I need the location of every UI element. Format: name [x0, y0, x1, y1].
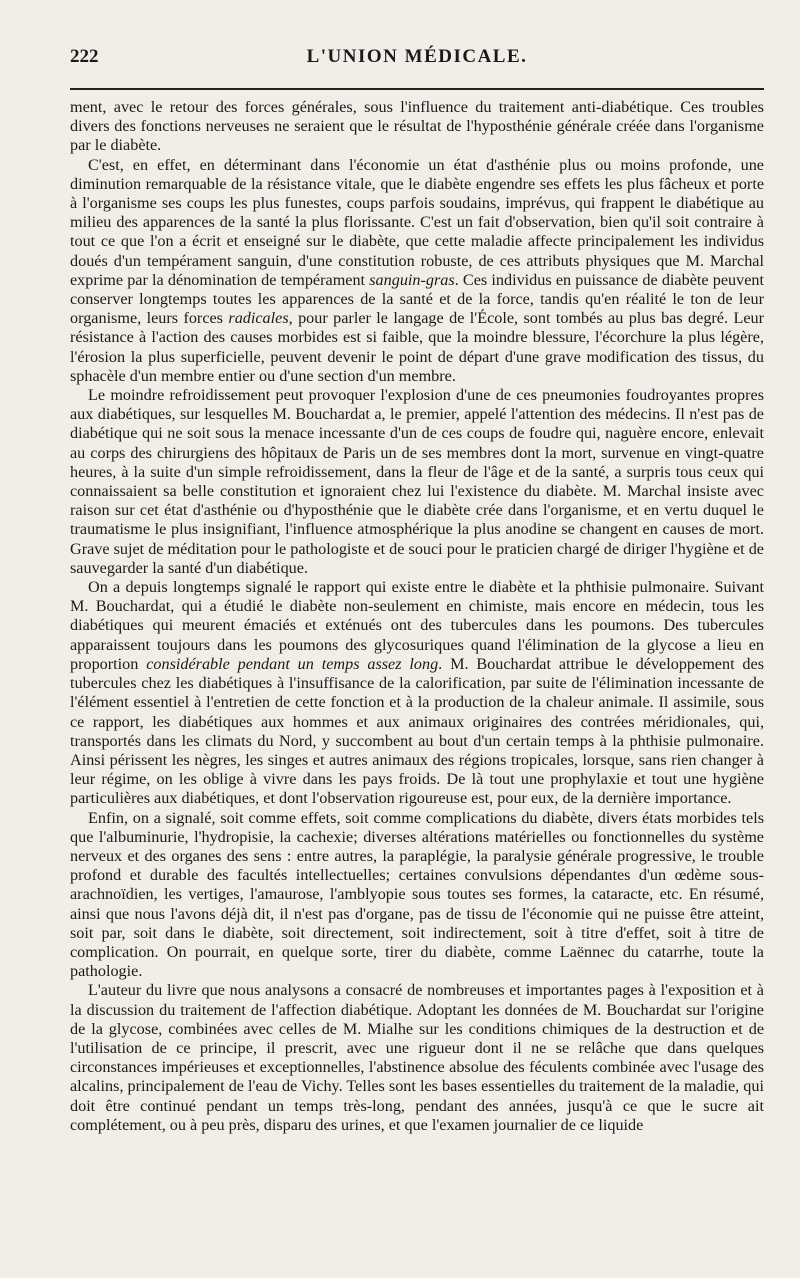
- article-body: [70, 98, 764, 1135]
- page-header: [70, 40, 764, 78]
- text-run: , pour parler le langage de l'École, sont tombés au plus bas degré. Leur résistance à l'action des causes morbides est si faible, que la moindre blessure, l'écorchure la plus légère, l'érosion la plus superficielle, peuvent devenir le point de départ d'une grave modification des tissus, du sphacèle d'un membre entier ou d'une section d'un membre.: [70, 309, 764, 385]
- paragraph: [70, 809, 764, 982]
- paragraph: [70, 981, 764, 1135]
- italic-term: sanguin-gras: [369, 270, 455, 289]
- text-run: C'est, en effet, en déterminant dans l'économie un état d'asthénie plus ou moins profonde, une diminution remarquable de la résistance vitale, que le diabète engendre ses effets les plus fâcheux et porte à l'organisme ses coups les plus funestes, coups parfois soudains, imprévus, qui frappent le diabétique au milieu des apparences de la santé la plus florissante. C'est un fait d'observation, bien qu'il soit contraire à tout ce que l'on a écrit et enseigné sur le diabète, que cette maladie affecte principalement les individus doués d'un tempérament sanguin, d'une constitution robuste, de ces attributs physiques que M. Marchal exprime par la dénomination de tempérament: [70, 155, 764, 289]
- paragraph: [70, 98, 764, 156]
- italic-term: considérable pendant un temps assez long: [146, 654, 439, 673]
- running-title: L'UNION MÉDICALE.: [306, 46, 528, 67]
- italic-term: radicales: [228, 309, 289, 328]
- paragraph: [70, 578, 764, 808]
- page-number: 222: [70, 46, 99, 67]
- text-run: ment, avec le retour des forces générales, sous l'influence du traitement anti-diabétique. Ces troubles divers des fonctions nerveuses ne seraient que le résultat de l'hyposthénie générale créée dans l'organisme par le diabète.: [70, 98, 764, 155]
- paragraph: [70, 156, 764, 386]
- text-run: On a depuis longtemps signalé le rapport qui existe entre le diabète et la phthisie pulmonaire. Suivant M. Bouchardat, qui a étudié le diabète non-seulement en chimiste, mais encore en médecin, tous les diabétiques qui meurent émaciés et exténués ont des tubercules dans les poumons. Des tubercules apparaissent toujours dans les poumons des glycosuriques quand l'élimination de la glycose a lieu en proportion: [70, 578, 764, 673]
- text-run: . M. Bouchardat attribue le développement des tubercules chez les diabétiques à l'insuffisance de la calorification, par suite de l'élimination incessante de l'élément essentiel à l'entretien de cette fonction et à la production de la chaleur animale. Il assimile, sous ce rapport, les diabétiques aux hommes et aux animaux originaires des contrées méridionales, qui, transportés dans les climats du Nord, y succombent au bout d'un certain temps à la phthisie pulmonaire. Ainsi périssent les nègres, les singes et autres animaux des régions tropicales, lorsque, sans rien changer à leur régime, on les oblige à vivre dans les pays froids. De là tout une prophylaxie et tout une hygiène particulières aux diabétiques, et dont l'observation rigoureuse est, pour eux, de la dernière importance.: [70, 654, 764, 808]
- text-run: Enfin, on a signalé, soit comme effets, soit comme complications du diabète, divers états morbides tels que l'albuminurie, l'hydropisie, la cachexie; diverses altérations matérielles ou fonctionnelles du système nerveux et des organes des sens : entre autres, la paraplégie, la paralysie générale progressive, le trouble profond et durable des facultés intellectuelles; certaines convulsions dépendantes d'un œdème sous-arachnoïdien, les vertiges, l'amaurose, l'amblyopie sous toutes ses formes, la cataracte, etc. En résumé, ainsi que nous l'avons déjà dit, il n'est pas d'organe, pas de tissu de l'économie qui ne puisse être atteint, soit par, soit dans le diabète, soit directement, soit indirectement, soit à titre d'effet, soit à titre de complication. On pourrait, en quelque sorte, tirer du diabète, comme Laënnec du catarrhe, toute la pathologie.: [70, 808, 764, 981]
- text-run: Le moindre refroidissement peut provoquer l'explosion d'une de ces pneumonies foudroyantes propres aux diabétiques, sur lesquelles M. Bouchardat a, le premier, appelé l'attention des médecins. Il n'est pas de diabétique qui ne soit sous la menace incessante d'un de ces coups de foudre qui, naguère encore, enlevait au corps des chirurgiens des hôpitaux de Paris un de ses membres dont la mort, survenue en vingt-quatre heures, à la suite d'un simple refroidissement, dans la fleur de l'âge et de la santé, a surpris tous ceux qui connaissaient sa belle constitution et ignoraient chez lui l'existence du diabète. M. Marchal insiste avec raison sur cet état d'asthénie ou d'hyposthénie que le diabète crée dans l'organisme, et en vertu duquel le traumatisme le plus insignifiant, l'influence atmosphérique la plus anodine se changent en causes de mort. Grave sujet de méditation pour le pathologiste et de souci pour le praticien chargé de diriger l'hygiène et de sauvegarder la santé d'un diabétique.: [70, 386, 764, 577]
- header-rule: [70, 88, 764, 90]
- text-run: . Ces individus en puissance de diabète peuvent conserver longtemps toutes les apparences de la santé et de la force, tandis qu'en réalité le ton de leur organisme, leurs forces: [70, 270, 764, 328]
- text-run: L'auteur du livre que nous analysons a consacré de nombreuses et importantes pages à l'exposition et à la discussion du traitement de l'affection diabétique. Adoptant les données de M. Bouchardat sur l'origine de la glycose, combinées avec celles de M. Mialhe sur les conditions chimiques de la destruction et de l'utilisation de ce principe, il prescrit, avec une rigueur dont il ne se relâche que dans quelques circonstances impérieuses et exceptionnelles, l'abstinence absolue des féculents combinée avec l'usage des alcalins, principalement de l'eau de Vichy. Telles sont les bases essentielles du traitement de la maladie, qui doit être continué pendant un temps très-long, pendant des années, jusqu'à ce que le sucre ait complétement, ou à peu près, disparu des urines, et que l'examen journalier de ce liquide: [70, 981, 764, 1134]
- paragraph: [70, 386, 764, 578]
